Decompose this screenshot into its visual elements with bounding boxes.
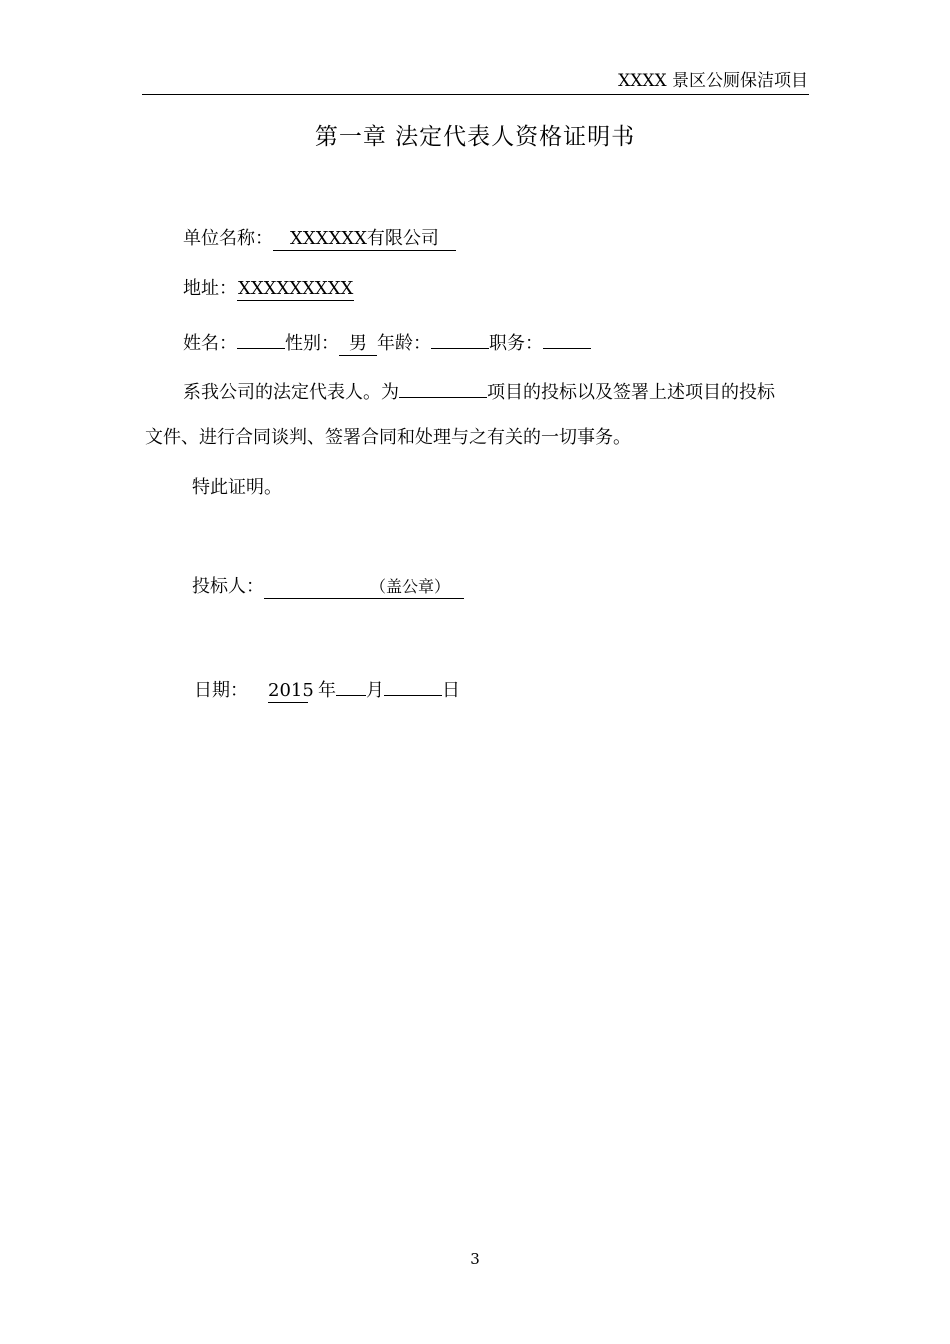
body-line1-prefix: 系我公司的法定代表人。为	[183, 382, 399, 403]
position-blank	[543, 326, 591, 349]
date-day-blank	[384, 673, 442, 696]
address-value: XXXXXXXXX	[238, 278, 354, 299]
seal-note: （盖公章）	[369, 577, 450, 596]
date-month-blank	[336, 673, 366, 696]
body-line-1	[183, 375, 775, 401]
bidder-label: 投标人：	[192, 576, 264, 597]
date-label: 日期：	[194, 680, 248, 701]
unit-name-label: 单位名称：	[183, 228, 273, 249]
date-month-unit: 月	[366, 680, 384, 701]
age-label: 年龄：	[377, 333, 431, 354]
date-year-unit: 年	[318, 680, 336, 701]
page-number: 3	[470, 1250, 480, 1268]
name-blank	[237, 326, 285, 349]
header-divider	[142, 94, 809, 95]
bidder-blank	[264, 576, 464, 599]
address-label: 地址：	[183, 278, 237, 299]
date-row	[194, 673, 460, 699]
header-project-title: XXXX 景区公厕保洁项目	[618, 71, 808, 91]
date-day-unit: 日	[442, 680, 460, 701]
body-line1-suffix: 项目的投标以及签署上述项目的投标	[487, 382, 775, 403]
certify-text: 特此证明。	[192, 477, 282, 498]
personal-info-row	[183, 326, 591, 352]
age-blank	[431, 326, 489, 349]
body-line-2: 文件、进行合同谈判、签署合同和处理与之有关的一切事务。	[145, 427, 631, 448]
unit-name-row	[183, 226, 456, 252]
bidder-row	[192, 574, 464, 600]
unit-name-value: XXXXXX有限公司	[273, 228, 456, 251]
address-row	[183, 276, 354, 302]
gender-label: 性别：	[285, 333, 339, 354]
project-name-blank	[399, 375, 487, 398]
gender-value: 男	[339, 333, 377, 356]
position-label: 职务：	[489, 333, 543, 354]
date-year: 2015	[268, 680, 314, 701]
name-label: 姓名：	[183, 333, 237, 354]
chapter-title: 第一章 法定代表人资格证明书	[314, 124, 636, 150]
